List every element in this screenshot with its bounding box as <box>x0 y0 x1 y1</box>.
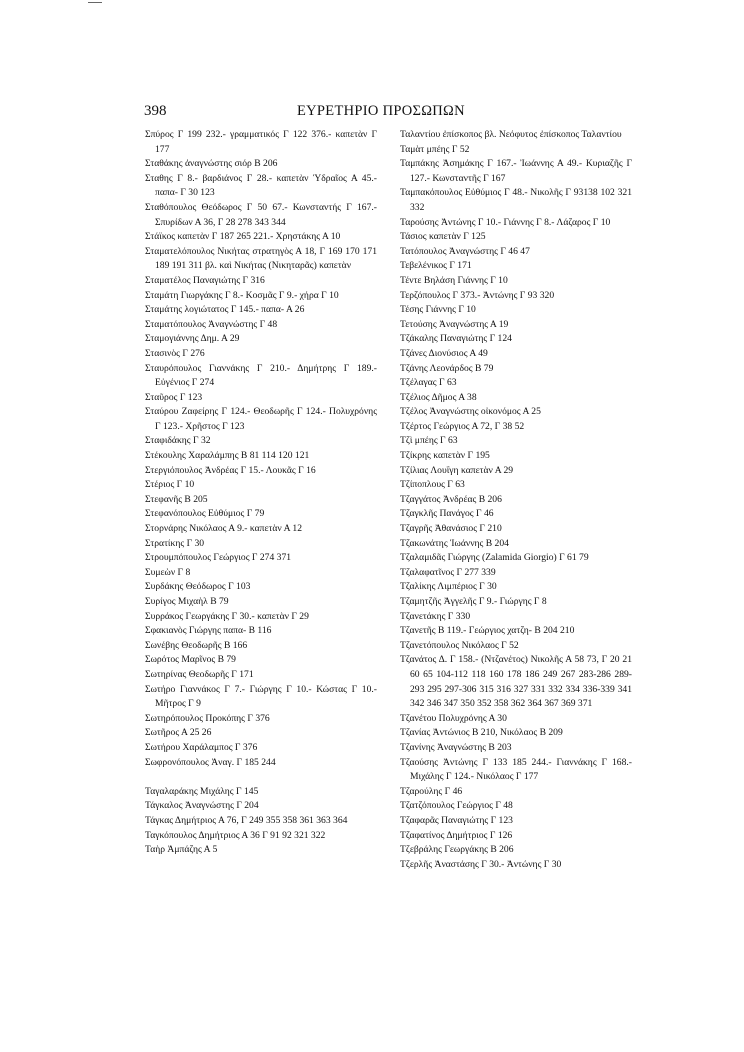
index-entry: Σωνέβης Θεοδωρῆς Β 166 <box>145 639 248 651</box>
index-entry: Σφακιανὸς Γιώργης παπα- Β 116 <box>145 625 272 637</box>
index-entry: Τζανετῆς Β 119.- Γεώργιος χατζη- Β 204 210 <box>400 625 575 637</box>
index-entry: Τζαλαμιδᾶς Γιώργης (Zalamida Giorgio) Γ 61 79 <box>400 552 589 564</box>
index-entry: Τέσης Γιάννης Γ 10 <box>400 304 476 316</box>
index-entry: Ταγαλαράκης Μιχάλης Γ 145 <box>145 785 259 797</box>
index-entry: Σωτῆρος Α 25 26 <box>145 727 212 739</box>
index-entry: Σταμάτη Γιωργάκης Γ 8.- Κοσμᾶς Γ 9.- χήρα Γ 10 <box>145 289 339 301</box>
index-entry: Σωτήρου Χαράλαμπος Γ 376 <box>145 741 258 753</box>
index-entry: Τζαφατίνος Δημήτριος Γ 126 <box>400 829 513 841</box>
index-entry: Σωφρονόπουλος Ἀναγ. Γ 185 244 <box>145 756 276 768</box>
index-entry: Τζαούσης Ἀντώνης Γ 133 185 244.- Γιαννάκης Γ 168.- Μιχάλης Γ 124.- Νικόλαος Γ 177 <box>400 756 632 783</box>
index-entry: Συρίγος Μιχαὴλ Β 79 <box>145 596 229 607</box>
index-entry: Ταμπάκης Ἀσημάκης Γ 167.- Ἰωάννης Α 49.- Κυριαζῆς Γ 127.- Κωνσταντῆς Γ 167 <box>400 158 632 184</box>
index-entry: Τερζόπουλος Γ 373.- Ἀντώνης Γ 93 320 <box>400 289 555 301</box>
index-column-left <box>145 128 377 858</box>
index-entry: Σπύρος Γ 199 232.- γραμματικός Γ 122 376.- καπετὰν Γ 177 <box>145 129 377 155</box>
index-entry: Στέκουλης Χαραλάμπης Β 81 114 120 121 <box>145 450 310 462</box>
index-entry: Σταθης Γ 8.- βαρδιάνος Γ 28.- καπετὰν Ὑδραῖος Α 45.- παπα- Γ 30 123 <box>145 172 377 199</box>
index-entry: Στεφανῆς Β 205 <box>145 493 208 505</box>
index-entry: Σταῦρος Γ 123 <box>145 391 203 403</box>
index-entry: Τζέλαγας Γ 63 <box>400 377 457 389</box>
index-entry: Τζερλῆς Ἀναστάσης Γ 30.- Ἀντώνης Γ 30 <box>400 858 562 870</box>
index-entry: Συμεὼν Γ 8 <box>145 566 191 578</box>
index-entry: Στρατίκης Γ 30 <box>145 537 205 549</box>
index-entry: Τζέρτος Γεώργιος Α 72, Γ 38 52 <box>400 420 525 432</box>
index-entry: Τζίλιας Λουΐγη καπετὰν Α 29 <box>400 464 514 476</box>
index-column-right <box>400 128 632 872</box>
index-entry: Τζαλίκης Λιμπέριος Γ 30 <box>400 581 497 593</box>
index-entry: Σταματέλος Παναγιώτης Γ 316 <box>145 274 265 286</box>
scan-corner-mark <box>88 2 102 3</box>
index-entry: Στορνάρης Νικόλαος Α 9.- καπετὰν Α 12 <box>145 523 303 535</box>
index-entry: Στάϊκος καπετὰν Γ 187 265 221.- Χρηστάκης Α 10 <box>145 231 341 243</box>
index-entry: Στεργιόπουλος Ἀνδρέας Γ 15.- Λουκᾶς Γ 16 <box>145 464 316 476</box>
index-entry: Τζεβράλης Γεωργάκης Β 206 <box>400 844 514 856</box>
index-entry: Τζαρούλης Γ 46 <box>400 785 463 797</box>
index-entry: Τζανέτου Πολυχρόνης Α 30 <box>400 712 507 724</box>
index-entry: Σταμάτης λογιώτατος Γ 145.- παπα- Α 26 <box>145 304 305 316</box>
index-entry: Τζαγκλῆς Πανάγος Γ 46 <box>400 508 494 520</box>
index-entry: Σταμογιάννης Δημ. Α 29 <box>145 333 240 345</box>
index-entry: Τζατζόπουλος Γεώργιος Γ 48 <box>400 800 513 812</box>
index-entry: Συρδάκης Θεόδωρος Γ 103 <box>145 581 251 593</box>
index-entry: Τζακωνάτης Ἰωάννης Β 204 <box>400 537 509 549</box>
index-entry: Ταμπακόπουλος Εὐθύμιος Γ 48.- Νικολῆς Γ 93138 102 321 332 <box>400 187 632 213</box>
index-entry: Τζάκαλης Παναγιώτης Γ 124 <box>400 333 512 345</box>
index-entry: Τάγκαλος Ἀναγνώστης Γ 204 <box>145 800 259 812</box>
index-entry: Σταθόπουλος Θεόδωρος Γ 50 67.- Κωνσταντής Γ 167.- Σπυρίδων Α 36, Γ 28 278 343 344 <box>145 201 377 228</box>
index-entry: Στέριος Γ 10 <box>145 479 195 491</box>
index-entry: Σωρότος Μαρῖνος Β 79 <box>145 654 236 666</box>
index-entry: Τζάνες Διονύσιος Α 49 <box>400 347 488 359</box>
index-entry: Στρουμπόπουλος Γεώργιος Γ 274 371 <box>145 552 292 564</box>
index-entry: Τζίποπλους Γ 63 <box>400 479 465 491</box>
index-entry: Σταφιδάκης Γ 32 <box>145 435 211 447</box>
page-header: ΕΥΡΕΤΗΡΙΟ ΠΡΟΣΩΠΩΝ <box>297 103 465 119</box>
index-entry: Ταρούσης Ἀντώνης Γ 10.- Γιάννης Γ 8.- Λάζαρος Γ 10 <box>400 216 611 228</box>
index-entry: Σταύρου Ζαφείρης Γ 124.- Θεοδωρῆς Γ 124.- Πολυχρόνης Γ 123.- Χρῆστος Γ 123 <box>145 406 377 432</box>
index-entry: Σταματόπουλος Ἀναγνώστης Γ 48 <box>145 318 278 330</box>
index-entry: Τζανίας Ἀντώνιος Β 210, Νικόλαος Β 209 <box>400 727 563 739</box>
index-entry: Τζέλιος Δῆμος Α 38 <box>400 391 477 403</box>
index-entry: Τζάνης Λεονάρδος Β 79 <box>400 362 494 374</box>
index-entry: Τετούσης Ἀναγνώστης Α 19 <box>400 318 509 330</box>
index-entry: Τάσιος καπετὰν Γ 125 <box>400 231 486 243</box>
page-number: 398 <box>144 103 167 119</box>
index-entry: Σταματελόπουλος Νικήτας στρατηγὸς Α 18, Γ 169 170 171 189 191 311 βλ. καὶ Νικήτας (Νικηταρᾶς) καπετὰν <box>145 245 377 272</box>
index-entry: Σωτηρόπουλος Προκόπης Γ 376 <box>145 712 270 724</box>
index-entry: Σταυρόπουλος Γιαννάκης Γ 210.- Δημήτρης Γ 189.- Εὐγένιος Γ 274 <box>145 362 377 389</box>
index-entry: Στασινὸς Γ 276 <box>145 347 205 359</box>
index-entry: Σωτηρίνας Θεοδωρῆς Γ 171 <box>145 668 254 680</box>
index-entry: Ταὴρ Ἀμπάζης Α 5 <box>145 844 218 856</box>
index-entry: Ταλαντίου ἐπίσκοπος βλ. Νεόφυτος ἐπίσκοπος Ταλαντίου <box>400 129 622 140</box>
index-entry: Τάγκας Δημήτριος Α 76, Γ 249 355 358 361 363 364 <box>145 814 348 826</box>
index-entry: Τέντε Βηλάση Γιάννης Γ 10 <box>400 274 508 286</box>
index-entry: Ταγκόπουλος Δημήτριος Α 36 Γ 91 92 321 322 <box>145 829 326 841</box>
index-entry: Συρράκος Γεωργάκης Γ 30.- καπετὰν Γ 29 <box>145 610 309 622</box>
index-entry: Σταθάκης ἀναγνώστης σιόρ Β 206 <box>145 158 278 170</box>
index-entry: Τζίκρης καπετὰν Γ 195 <box>400 450 490 462</box>
index-entry: Τζανετόπουλος Νικόλαος Γ 52 <box>400 639 519 651</box>
index-entry: Τζέλος Ἀναγνώστης οἰκονόμος Α 25 <box>400 406 541 418</box>
index-entry: Σωτήρο Γιαννάκος Γ 7.- Γιώργης Γ 10.- Κώστας Γ 10.- Μῆτρος Γ 9 <box>145 683 377 710</box>
index-entry: Τζαλαφατῖνος Γ 277 339 <box>400 566 496 578</box>
index-entry: Ταμὰτ μπέης Γ 52 <box>400 143 470 155</box>
index-entry: Τζαγγάτος Ἀνδρέας Β 206 <box>400 493 502 505</box>
index-entry: Τζαφαρᾶς Παναγιώτης Γ 123 <box>400 814 513 826</box>
index-entry: Τατόπουλος Ἀναγνώστης Γ 46 47 <box>400 245 530 257</box>
index-entry: Τεβελένικος Γ 171 <box>400 260 472 272</box>
index-entry: Τζαμητζῆς Ἀγγελῆς Γ 9.- Γιώργης Γ 8 <box>400 596 547 607</box>
index-entry: Τζανάτος Δ. Γ 158.- (Ντζανέτος) Νικολῆς Α 58 73, Γ 20 21 60 65 104-112 118 160 178 186 249 267 283-286 289-293 295 297-306 315 316 327 331 332 334 336-339 341 342 346 347 350 352 358 362 364 367 369 371 <box>400 654 632 710</box>
index-entry: Τζανίνης Ἀναγνώστης Β 203 <box>400 741 512 753</box>
index-entry: Τζανετάκης Γ 330 <box>400 610 471 622</box>
index-entry: Τζὶ μπέης Γ 63 <box>400 435 458 447</box>
index-entry: Στεφανόπουλος Εὐθύμιος Γ 79 <box>145 508 265 520</box>
index-entry: Τζαγρῆς Ἀθανάσιος Γ 210 <box>400 523 502 535</box>
